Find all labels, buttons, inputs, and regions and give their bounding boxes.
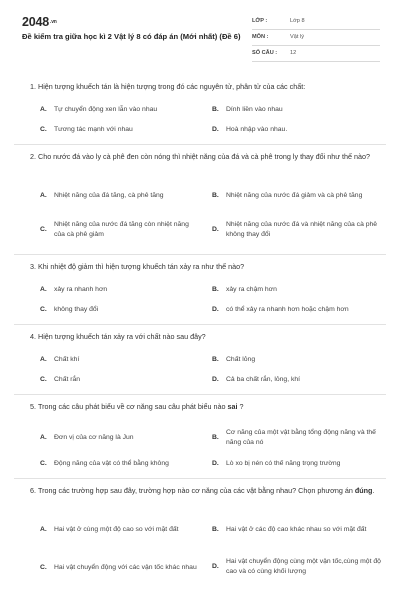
option-letter: A. [40, 286, 47, 294]
question-5-option-a[interactable] [40, 428, 200, 448]
option-letter: A. [40, 106, 47, 114]
option-text: Nhiệt năng của nước đá và nhiệt năng của cà phê không thay đổi [226, 221, 378, 238]
document-title: Đề kiểm tra giữa học kì 2 Vật lý 8 có đáp án (Mới nhất) (Đề 6) [22, 32, 241, 41]
question-4-option-c[interactable] [40, 374, 200, 386]
meta-row-subject [252, 30, 380, 46]
question-number: 3. [30, 262, 36, 271]
question-body: Khi nhiệt độ giảm thì hiện tượng khuếch tán xảy ra như thế nào? [38, 262, 245, 271]
option-letter: B. [212, 192, 219, 200]
option-text: Dính liền vào nhau [226, 106, 283, 114]
question-1-option-c[interactable] [40, 124, 200, 136]
option-text: Chất lỏng [226, 356, 256, 364]
option-text: Lò xo bị nén có thế năng trọng trường [226, 460, 341, 468]
option-text: Cơ năng của một vật bằng tổng động năng và thế năng của nó [226, 429, 376, 446]
meta-row-class [252, 14, 380, 30]
option-letter: D. [212, 126, 219, 134]
question-emphasis: đúng [354, 486, 373, 495]
option-letter: D. [212, 563, 219, 571]
question-2-option-b[interactable] [212, 186, 382, 206]
option-letter: A. [40, 434, 47, 442]
question-4-option-b[interactable] [212, 354, 382, 366]
option-letter: C. [40, 376, 47, 384]
option-text: Nhiệt năng của đá tăng, cà phê tăng [54, 192, 164, 200]
option-letter: A. [40, 526, 47, 534]
option-text: Nhiệt năng của nước đá giảm và cà phê tăng [226, 192, 363, 200]
option-letter: B. [212, 434, 219, 442]
question-6-option-b[interactable] [212, 520, 382, 540]
question-divider [14, 324, 386, 325]
option-text: Hai vật chuyển động cùng một vận tốc,cùng một độ cao và có cùng khối lượng [226, 558, 381, 575]
option-letter: B. [212, 106, 219, 114]
meta-label-count: SỐ CÂU : [252, 49, 278, 56]
question-3-option-d[interactable] [212, 304, 382, 316]
option-letter: A. [40, 192, 47, 200]
question-number: 2. [30, 152, 36, 161]
question-number: 4. [30, 332, 36, 341]
option-letter: B. [212, 526, 219, 534]
question-divider [14, 144, 386, 145]
question-text-part: . [372, 486, 375, 495]
option-text: Đơn vị của cơ năng là Jun [54, 434, 134, 442]
meta-table [252, 14, 380, 62]
meta-value-count: 12 [290, 49, 297, 56]
question-text-part: Trong các trường hợp sau đây, trường hợp nào cơ năng của các vật bằng nhau? Chọn phương án [38, 486, 355, 495]
question-2-option-c[interactable] [40, 220, 200, 240]
option-text: Hoà nhập vào nhau. [226, 126, 288, 134]
question-divider [14, 254, 386, 255]
question-5-option-c[interactable] [40, 458, 200, 470]
option-text: Cả ba chất rắn, lỏng, khí [226, 376, 301, 384]
option-text: xảy ra nhanh hơn [54, 286, 108, 294]
option-text: Tự chuyển động xen lẫn vào nhau [54, 106, 158, 114]
question-1-option-b[interactable] [212, 104, 382, 116]
option-letter: D. [212, 460, 219, 468]
question-number: 5. [30, 402, 36, 411]
option-letter: B. [212, 356, 219, 364]
meta-row-count [252, 46, 380, 62]
question-6-option-c[interactable] [40, 558, 205, 578]
option-letter: C. [40, 460, 47, 468]
option-letter: B. [212, 286, 219, 294]
option-text: Nhiệt năng của nước đá tăng còn nhiệt năng của cà phê giảm [54, 221, 189, 238]
option-letter: D. [212, 226, 219, 234]
logo-suffix: .vn [50, 19, 57, 26]
option-text: Chất khí [54, 356, 80, 364]
option-text: Hai vật chuyển động với các vận tốc khác nhau [54, 564, 197, 572]
option-letter: C. [40, 126, 47, 134]
question-4-option-a[interactable] [40, 354, 200, 366]
question-5-option-d[interactable] [212, 458, 382, 470]
meta-value-class: Lớp 8 [290, 17, 305, 24]
logo-main: 2048 [22, 15, 50, 29]
question-body: Cho nước đá vào ly cà phê đen còn nóng thì nhiệt năng của đá và cà phê trong ly thay đổi như thế nào? [38, 152, 371, 161]
question-body [38, 402, 378, 412]
meta-label-subject: MÔN : [252, 33, 269, 40]
option-text: xảy ra chậm hơn [226, 286, 277, 294]
option-text: không thay đổi [54, 306, 99, 314]
question-5-option-b[interactable] [212, 428, 382, 448]
question-1-option-d[interactable] [212, 124, 382, 136]
option-letter: C. [40, 564, 47, 572]
question-emphasis: sai [227, 402, 238, 411]
option-letter: D. [212, 306, 219, 314]
question-body: Hiện tượng khuếch tán xảy ra với chất nào sau đây? [38, 332, 206, 341]
question-6-option-a[interactable] [40, 520, 210, 540]
option-text: Chất rắn [54, 376, 81, 384]
option-text: Động năng của vật có thể bằng không [54, 460, 169, 468]
meta-value-subject: Vật lý [290, 33, 304, 40]
meta-label-class: LỚP : [252, 17, 268, 24]
option-letter: C. [40, 226, 47, 234]
option-letter: D. [212, 376, 219, 384]
question-3-option-c[interactable] [40, 304, 200, 316]
option-text: Tương tác mạnh với nhau [54, 126, 133, 134]
question-2-option-d[interactable] [212, 220, 382, 240]
question-number: 1. [30, 82, 36, 91]
question-4-option-d[interactable] [212, 374, 382, 386]
document-header [0, 0, 400, 66]
option-text: có thể xảy ra nhanh hơn hoặc chậm hơn [226, 306, 349, 314]
question-divider [14, 394, 386, 395]
question-1-option-a[interactable] [40, 104, 200, 116]
option-text: Hai vật ở các độ cao khác nhau so với mặt đất [226, 526, 367, 534]
question-text-part: Trong các câu phát biểu về cơ năng sau câu phát biểu nào [38, 402, 228, 411]
option-letter: C. [40, 306, 47, 314]
question-body: Hiện tượng khuếch tán là hiện tượng trong đó các nguyên tử, phân tử của các chất: [38, 82, 306, 91]
option-text: Hai vật ở cùng một độ cao so với mặt đất [54, 526, 179, 534]
question-text-part: ? [237, 402, 244, 411]
question-2-option-a[interactable] [40, 186, 200, 206]
question-3-option-a[interactable] [40, 284, 200, 296]
question-3-option-b[interactable] [212, 284, 382, 296]
question-divider [14, 478, 386, 479]
question-body [38, 486, 378, 496]
question-6-option-d[interactable] [212, 552, 382, 582]
site-logo[interactable] [22, 14, 57, 31]
question-number: 6. [30, 486, 36, 495]
option-letter: A. [40, 356, 47, 364]
